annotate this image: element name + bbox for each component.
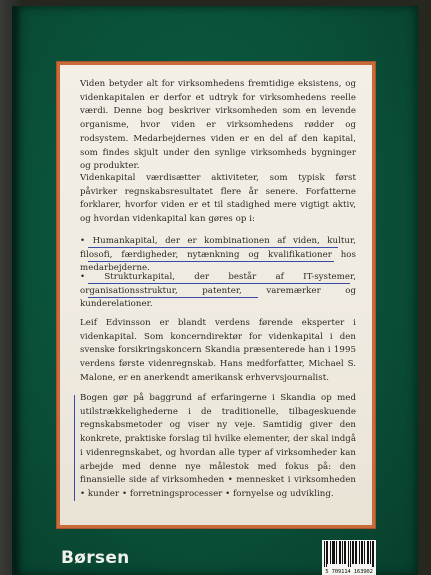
barcode-bar xyxy=(355,541,356,564)
barcode-bars xyxy=(324,541,374,567)
barcode-bar xyxy=(353,541,354,564)
barcode-bar xyxy=(344,541,345,564)
pen-underline-1 xyxy=(88,247,338,248)
barcode-bar xyxy=(330,541,331,564)
barcode-bar xyxy=(372,541,373,567)
pen-margin-line xyxy=(74,395,75,501)
barcode xyxy=(322,540,376,575)
bullet-humankapital-text: • Humankapital, der er kombinationen af viden, kultur, filosofi, færdigheder, nytænkning og kvalifikationer hos medarbejderne. xyxy=(80,236,356,274)
videnkapital-paragraph: Videnkapital værdisætter aktiviteter, som typisk først påvirker regnskabsresultatet flere år senere. Forfatterne forklarer, hvorfor viden er et til stadighed mere vigtigt aktiv, og hvordan videnkapital kan gøres op i: xyxy=(80,173,356,225)
barcode-number: 5 709114 163902 xyxy=(325,569,373,575)
barcode-bar xyxy=(332,541,333,564)
barcode-bar xyxy=(370,541,371,564)
barcode-bar xyxy=(342,541,343,564)
barcode-bar xyxy=(333,541,334,564)
publisher-logo: Børsen xyxy=(61,548,130,568)
barcode-bar xyxy=(327,541,328,564)
barcode-bar xyxy=(345,541,346,564)
barcode-bar xyxy=(359,541,360,564)
barcode-bar xyxy=(348,541,349,567)
barcode-bar xyxy=(339,541,340,564)
barcode-bar xyxy=(334,541,335,564)
bullet-strukturkapital xyxy=(80,271,356,312)
spine-shadow xyxy=(12,6,22,575)
pen-underline-3 xyxy=(88,283,350,284)
barcode-bar xyxy=(373,541,374,567)
barcode-bar xyxy=(361,541,362,564)
barcode-bar xyxy=(356,541,357,564)
barcode-bar xyxy=(368,541,369,564)
barcode-bar xyxy=(367,541,368,564)
barcode-bar xyxy=(362,541,363,564)
barcode-bar xyxy=(336,541,337,564)
barcode-bar xyxy=(350,541,351,567)
barcode-bar xyxy=(324,541,325,567)
barcode-bar xyxy=(352,541,353,564)
pen-underline-4 xyxy=(88,297,258,298)
barcode-bar xyxy=(364,541,365,564)
bullet-strukturkapital-text: • Strukturkapital, der består af IT-systemer, organisationsstruktur, patenter, varemærker og kunderelationer. xyxy=(80,272,356,310)
barcode-bar xyxy=(340,541,341,564)
author-paragraph: Leif Edvinsson er blandt verdens førende eksperter i videnkapital. Som koncerndirektør for videnkapital i den svenske forsikringskoncern Skandia præsenterede han i 1995 verdens første videnregnskab. Hans medforfatter, Michael S. Malone, er en anerkendt amerikansk erhvervsjournalist. xyxy=(80,318,356,383)
bullet-humankapital xyxy=(80,235,356,276)
text-panel xyxy=(57,62,375,528)
pen-underline-2 xyxy=(88,261,334,262)
bogen-paragraph: Bogen gør på baggrund af erfaringerne i Skandia op med utilstrækkelighederne i de traditionelle, tilbageskuende regnskabsmetoder og viser ny veje. Samtidig giver den konkrete, praktiske forslag til hvilke elementer, der skal indgå i videnregnskabet, og hvordan alle typer af virksomheder kan arbejde med denne nye målestok med fokus på: den finansielle side af virksomheden • mennesket i virksomheden • kunder • forretningsprocesser • fornyelse og udvikling. xyxy=(80,393,356,499)
intro-paragraph: Viden betyder alt for virksomhedens fremtidige eksistens, og videnkapitalen er derfor et udtryk for virksomhedens reelle værdi. Denne bog beskriver virksomheden som en levende organisme, hvor viden er virksomhedens rødder og rodsystem. Medarbejdernes viden er en del af den kapital, som findes skjult under den synlige virksomheds bygninger og produkter. xyxy=(80,79,356,172)
barcode-bar xyxy=(326,541,327,567)
